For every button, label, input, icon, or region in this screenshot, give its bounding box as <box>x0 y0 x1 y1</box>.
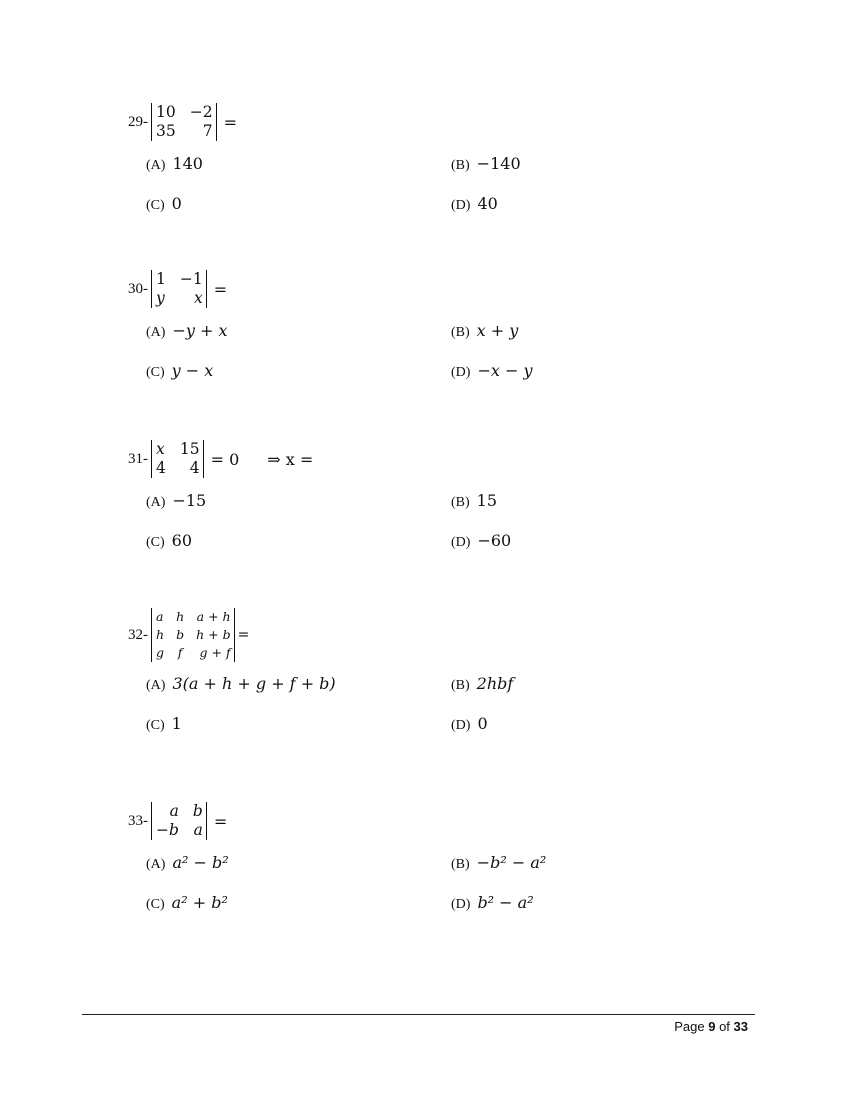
option-label: (C) <box>146 535 165 550</box>
matrix-cell: g + f <box>199 645 231 660</box>
option-b[interactable] <box>451 491 497 511</box>
matrix-cell: 1 <box>156 270 166 288</box>
option-c[interactable] <box>146 361 213 381</box>
option-value: −b² − a² <box>476 853 547 872</box>
matrix-cell: 35 <box>156 122 176 140</box>
option-value: 2hbf <box>476 674 514 693</box>
matrix-cell: a <box>169 802 179 820</box>
option-value: a² + b² <box>171 893 228 912</box>
matrix-cell: x <box>156 440 165 458</box>
option-c[interactable] <box>146 714 182 734</box>
determinant <box>151 802 207 840</box>
question-number: 31- <box>128 450 148 467</box>
option-c[interactable] <box>146 194 182 214</box>
matrix-cell: a <box>156 609 164 624</box>
question-stem <box>128 606 748 664</box>
options <box>128 664 748 744</box>
option-value: 60 <box>171 531 193 550</box>
option-label: (B) <box>451 158 470 173</box>
matrix-cell: b <box>192 802 203 820</box>
option-value: −15 <box>172 491 207 510</box>
option-label: (A) <box>146 325 166 340</box>
option-label: (D) <box>451 718 471 733</box>
matrix-cell: −b <box>156 821 179 839</box>
matrix-cell: −2 <box>189 103 213 121</box>
matrix-cell: 4 <box>189 459 200 477</box>
option-label: (B) <box>451 495 470 510</box>
current-page-number: 9 <box>708 1019 716 1034</box>
option-label: (B) <box>451 857 470 872</box>
matrix-cell: h + b <box>196 627 231 642</box>
matrix-cell: −1 <box>179 270 203 288</box>
question-32 <box>128 606 748 744</box>
equals-sign: = <box>237 627 250 643</box>
question-stem <box>128 437 748 481</box>
option-label: (C) <box>146 365 165 380</box>
option-value: 15 <box>476 491 498 510</box>
matrix-cell: x <box>193 289 203 307</box>
matrix-cell: h <box>176 609 185 624</box>
option-d[interactable] <box>451 531 511 551</box>
option-label: (A) <box>146 678 166 693</box>
option-label: (C) <box>146 897 165 912</box>
question-stem <box>128 799 748 843</box>
option-label: (A) <box>146 158 166 173</box>
option-label: (A) <box>146 857 166 872</box>
options <box>128 311 748 391</box>
options <box>128 144 748 224</box>
determinant <box>151 270 207 308</box>
option-value: 0 <box>171 194 182 213</box>
option-label: (C) <box>146 718 165 733</box>
option-value: −y + x <box>172 321 228 340</box>
equals-sign: = <box>213 279 228 299</box>
option-d[interactable] <box>451 714 488 734</box>
equals-sign: = <box>223 112 237 132</box>
option-label: (B) <box>451 678 470 693</box>
option-value: 40 <box>477 194 498 213</box>
matrix-cell: 4 <box>156 459 166 477</box>
question-stem <box>128 267 748 311</box>
question-number: 33- <box>128 812 148 829</box>
option-label: (B) <box>451 325 470 340</box>
options <box>128 481 748 561</box>
implies-expression: ⇒ x = <box>267 449 314 469</box>
option-label: (D) <box>451 897 471 912</box>
option-value: −60 <box>477 531 512 550</box>
option-a[interactable] <box>146 154 203 174</box>
matrix-cell: y <box>156 289 165 307</box>
matrix-cell: f <box>177 645 183 660</box>
determinant <box>151 608 235 662</box>
question-number: 32- <box>128 626 148 643</box>
option-value: 140 <box>172 154 203 173</box>
total-pages-number: 33 <box>733 1019 748 1034</box>
option-d[interactable] <box>451 194 498 214</box>
footer-divider <box>82 1014 755 1015</box>
option-label: (D) <box>451 198 471 213</box>
option-d[interactable] <box>451 893 534 913</box>
option-value: b² − a² <box>477 893 534 912</box>
question-29 <box>128 100 748 224</box>
option-label: (C) <box>146 198 165 213</box>
option-c[interactable] <box>146 893 228 913</box>
option-a[interactable] <box>146 853 229 873</box>
option-a[interactable] <box>146 491 206 511</box>
option-b[interactable] <box>451 154 521 174</box>
matrix-cell: b <box>176 627 185 642</box>
page-footer <box>674 1019 748 1034</box>
options <box>128 843 748 923</box>
option-b[interactable] <box>451 853 546 873</box>
matrix-cell: h <box>156 627 165 642</box>
question-30 <box>128 267 748 391</box>
page-word: Page <box>674 1019 705 1034</box>
option-value: x + y <box>476 321 519 340</box>
option-value: 3(a + h + g + f + b) <box>172 674 336 693</box>
option-a[interactable] <box>146 674 336 694</box>
equals-zero: = 0 <box>210 449 240 469</box>
option-value: 1 <box>171 714 182 733</box>
option-value: a² − b² <box>172 853 229 872</box>
option-c[interactable] <box>146 531 192 551</box>
matrix-cell: g <box>156 645 165 660</box>
of-word: of <box>719 1019 730 1034</box>
option-value: −x − y <box>477 361 533 380</box>
matrix-cell: 10 <box>156 103 176 121</box>
matrix-cell: 15 <box>179 440 200 458</box>
option-d[interactable] <box>451 361 532 381</box>
matrix-cell: a + h <box>196 609 231 624</box>
question-number: 30- <box>128 280 148 297</box>
option-b[interactable] <box>451 674 513 694</box>
option-label: (D) <box>451 365 471 380</box>
option-value: 0 <box>477 714 488 733</box>
option-label: (D) <box>451 535 471 550</box>
determinant <box>151 103 217 141</box>
matrix-cell: a <box>193 821 203 839</box>
matrix-cell: 7 <box>202 122 213 140</box>
question-31 <box>128 437 748 561</box>
question-33 <box>128 799 748 923</box>
option-label: (A) <box>146 495 166 510</box>
question-number: 29- <box>128 113 148 130</box>
option-b[interactable] <box>451 321 518 341</box>
option-value: y − x <box>171 361 214 380</box>
question-stem <box>128 100 748 144</box>
option-value: −140 <box>476 154 521 173</box>
option-a[interactable] <box>146 321 227 341</box>
determinant <box>151 440 204 478</box>
equals-sign: = <box>213 811 228 831</box>
